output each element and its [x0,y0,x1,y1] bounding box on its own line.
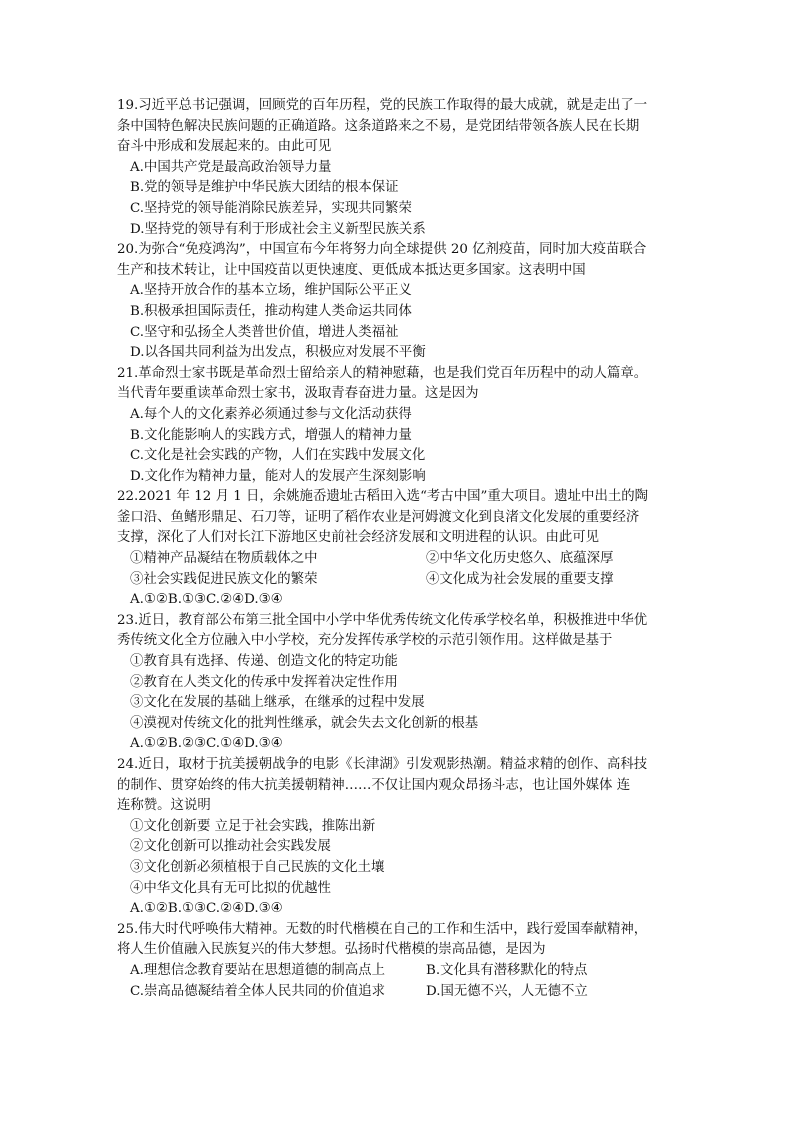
option-a: A.中国共产党是最高政治领导力量 [130,159,332,175]
answer-choices: A.①②B.①③C.②④D.③④ [130,901,283,917]
option-d: D.以各国共同利益为出发点，积极应对发展不平衡 [130,345,426,361]
question-stem: 的制作、贯穿始终的伟大抗美援朝精神……不仅让国内观众昂扬斗志，也让国外媒体 连 [117,777,631,793]
question-24 [117,755,677,920]
question-22 [117,487,677,611]
question-stem: 釜口沿、鱼鳍形鼎足、石刀等，证明了稻作农业是河姆渡文化到良渚文化发展的重要经济 [117,509,640,525]
statement-4: ④文化成为社会发展的重要支撑 [426,571,614,587]
option-row [117,982,677,1003]
option-a: A.坚持开放合作的基本立场，维护国际公平正义 [130,283,412,299]
question-25 [117,920,677,1002]
answer-choices: A.①②B.②③C.①④D.③④ [130,736,283,752]
option-c: C.坚守和弘扬全人类普世价值，增进人类福祉 [130,324,399,340]
statement-2: ②中华文化历史悠久、底蕴深厚 [426,551,614,567]
statement-4: ④漠视对传统文化的批判性继承，就会失去文化创新的根基 [130,715,479,731]
question-23 [117,611,677,755]
question-stem: 20.为弥合“免疫鸿沟”，中国宣布今年将努力向全球提供 20 亿剂疫苗，同时加大疫苗联合 [117,242,647,258]
option-c: C.坚持党的领导能消除民族差异，实现共同繁荣 [130,200,412,216]
question-stem: 19.习近平总书记强调，回顾党的百年历程，党的民族工作取得的最大成就，就是走出了一 [117,98,648,113]
statement-2: ②文化创新可以推动社会实践发展 [130,839,331,855]
statement-row [117,570,677,591]
question-stem: 秀传统文化全方位融入中小学校，充分发挥传承学校的示范引领作用。这样做是基于 [117,633,613,649]
statement-4: ④中华文化具有无可比拟的优越性 [130,880,331,896]
question-stem: 支撑，深化了人们对长江下游地区史前社会经济发展和文明进程的认识。由此可见 [117,530,600,546]
question-stem: 当代青年要重读革命烈士家书，汲取青春奋进力量。这是因为 [117,386,479,402]
question-21 [117,364,677,488]
option-a: A.每个人的文化素养必须通过参与文化活动获得 [130,406,412,422]
statement-2: ②教育在人类文化的传承中发挥着决定性作用 [130,674,398,690]
option-c: C.文化是社会实践的产物，人们在实践中发展文化 [130,448,426,464]
question-stem: 21.革命烈士家书既是革命烈士留给亲人的精神慰藉，也是我们党百年历程中的动人篇章。 [117,365,648,381]
question-19 [117,96,677,240]
question-stem: 23.近日，教育部公布第三批全国中小学中华优秀传统文化传承学校名单，积极推进中华优 [117,612,648,628]
statement-3: ③文化创新必须植根于自己民族的文化土壤 [130,859,385,875]
statement-row [117,549,677,570]
question-stem: 条中国特色解决民族问题的正确道路。这条道路来之不易，是党团结带领各族人民在长期 [117,118,640,134]
statement-3: ③文化在发展的基础上继承，在继承的过程中发展 [130,695,425,711]
option-d: D.国无德不兴，人无德不立 [426,983,588,999]
option-row [117,961,677,982]
option-b: B.文化具有潜移默化的特点 [426,962,588,978]
question-stem: 奋斗中形成和发展起来的。由此可见 [117,139,332,155]
option-d: D.文化作为精神力量，能对人的发展产生深刻影响 [130,468,426,484]
option-a: A.理想信念教育要站在思想道德的制高点上 [130,962,385,978]
option-b: B.文化能影响人的实践方式，增强人的精神力量 [130,427,412,443]
exam-page [117,96,677,1002]
option-b: B.积极承担国际责任，推动构建人类命运共同体 [130,303,412,319]
question-stem: 24.近日，取材于抗美援朝战争的电影《长津湖》引发观影热潮。精益求精的创作、高科技 [117,757,648,772]
option-c: C.崇高品德凝结着全体人民共同的价值追求 [130,983,386,999]
question-stem: 将人生价值融入民族复兴的伟大梦想。弘扬时代楷模的崇高品德，是因为 [117,942,546,958]
statement-1: ①教育具有选择、传递、创造文化的特定功能 [130,654,398,670]
question-stem: 生产和技术转让，让中国疫苗以更快速度、更低成本抵达更多国家。这表明中国 [117,262,586,278]
answer-choices: A.①②B.①③C.②④D.③④ [130,592,283,608]
question-stem: 25.伟大时代呼唤伟大精神。无数的时代楷模在自己的工作和生活中，践行爱国奉献精神， [117,921,648,937]
question-stem: 连称赞。这说明 [117,798,211,814]
question-stem: 22.2021 年 12 月 1 日，余姚施岙遗址古稻田入选“考古中国”重大项目。遗址中出土的陶 [117,489,649,505]
statement-1: ①文化创新要 立足于社会实践，推陈出新 [130,818,376,834]
option-b: B.党的领导是维护中华民族大团结的根本保证 [130,180,399,196]
option-d: D.坚持党的领导有利于形成社会主义新型民族关系 [130,221,426,237]
statement-3: ③社会实践促进民族文化的繁荣 [130,571,318,587]
question-20 [117,240,677,364]
statement-1: ①精神产品凝结在物质载体之中 [130,551,318,567]
